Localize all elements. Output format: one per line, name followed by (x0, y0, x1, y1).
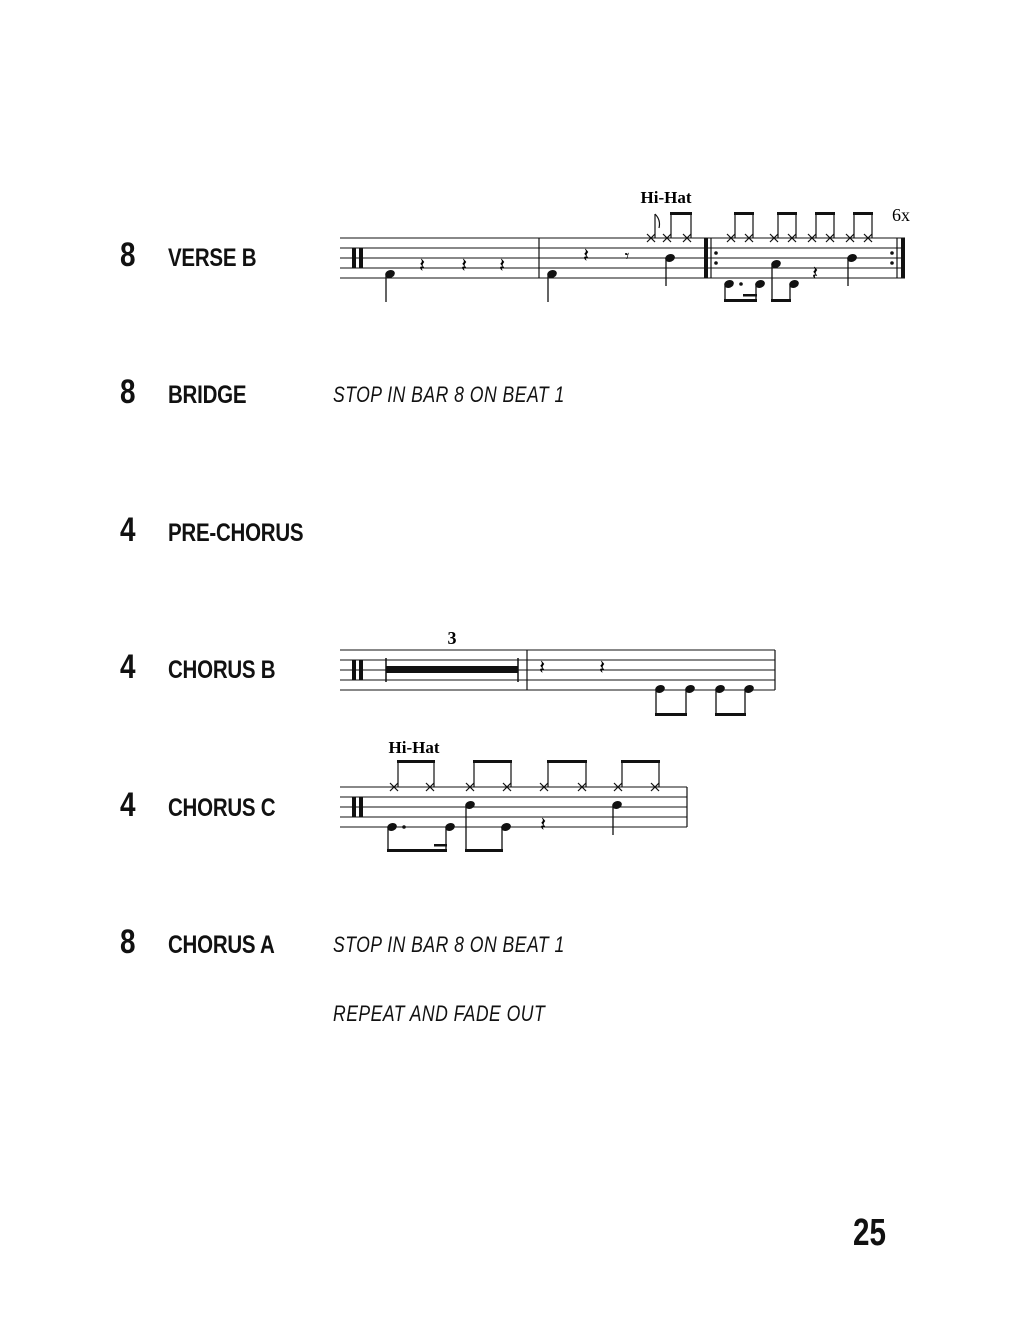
percussion-clef (352, 660, 356, 680)
final-instruction: REPEAT AND FADE OUT (333, 1001, 546, 1026)
section-bar-count: 4 (120, 648, 136, 686)
verse-b-notation (330, 180, 930, 320)
repeat-count: 6x (892, 205, 910, 225)
svg-text:𝄽: 𝄽 (811, 263, 819, 285)
chorus-c-notation (330, 735, 710, 865)
section-bar-count: 4 (120, 511, 136, 549)
svg-text:𝄽: 𝄽 (582, 245, 590, 267)
page-number: 25 (853, 1212, 886, 1254)
svg-text:𝄽: 𝄽 (598, 657, 606, 679)
svg-text:𝄾: 𝄾 (624, 246, 630, 266)
section-name: BRIDGE (168, 381, 247, 409)
svg-text:𝄽: 𝄽 (538, 657, 546, 679)
percussion-clef (352, 797, 356, 817)
section-name: PRE-CHORUS (168, 519, 304, 547)
section-name: CHORUS B (168, 656, 276, 684)
svg-text:𝄽: 𝄽 (498, 255, 506, 277)
section-bar-count: 8 (120, 923, 136, 961)
svg-text:𝄽: 𝄽 (539, 814, 547, 836)
multi-bar-rest (386, 666, 518, 673)
svg-text:𝄽: 𝄽 (418, 255, 426, 277)
svg-text:𝄽: 𝄽 (460, 255, 468, 277)
percussion-clef (352, 248, 356, 268)
section-name: CHORUS A (168, 931, 275, 959)
section-instruction: STOP IN BAR 8 ON BEAT 1 (333, 382, 565, 407)
hihat-label: Hi-Hat (388, 738, 440, 757)
section-bar-count: 4 (120, 786, 136, 824)
hihat-label: Hi-Hat (640, 188, 692, 207)
multi-bar-rest-count: 3 (447, 628, 457, 648)
section-name: VERSE B (168, 244, 257, 272)
section-name: CHORUS C (168, 794, 276, 822)
section-instruction: STOP IN BAR 8 ON BEAT 1 (333, 932, 565, 957)
section-bar-count: 8 (120, 373, 136, 411)
section-bar-count: 8 (120, 236, 136, 274)
chorus-b-notation (330, 620, 790, 730)
